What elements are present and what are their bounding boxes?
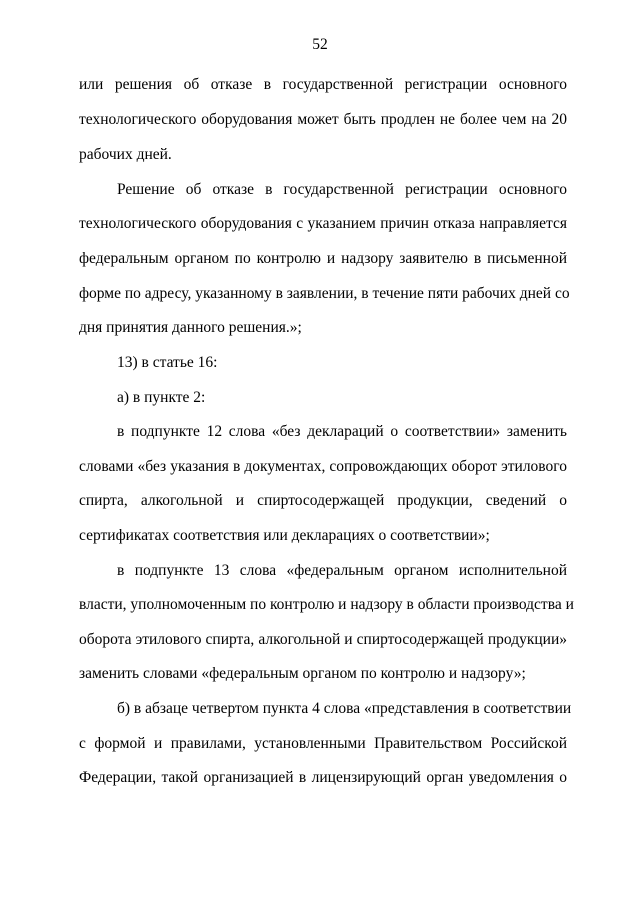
text-line: технологического оборудования с указанием причин отказа направляется [79,215,567,232]
text-line: словами «без указания в документах, сопровождающих оборот этилового [79,458,567,475]
text-line: власти, уполномоченным по контролю и надзору в области производства и [79,596,574,613]
text-line: в подпункте 12 слова «без деклараций о соответствии» заменить [117,423,567,440]
text-line: рабочих дней. [79,146,172,163]
text-line: заменить словами «федеральным органом по контролю и надзору»; [79,665,526,682]
text-line: дня принятия данного решения.»; [79,319,302,336]
text-line: оборота этилового спирта, алкогольной и спиртосодержащей продукции» [79,631,567,648]
text-line: или решения об отказе в государственной регистрации основного [79,76,567,93]
text-line: сертификатах соответствия или декларациях о соответствии»; [79,527,490,544]
text-line: в подпункте 13 слова «федеральным органом исполнительной [117,562,567,579]
text-line: Решение об отказе в государственной регистрации основного [117,181,567,198]
page-number: 52 [312,36,328,53]
text-line: а) в пункте 2: [117,389,206,406]
text-line: б) в абзаце четвертом пункта 4 слова «представления в соответствии [117,700,572,717]
text-line: спирта, алкогольной и спиртосодержащей продукции, сведений о [79,492,567,509]
text-line: с формой и правилами, установленными Правительством Российской [79,735,567,752]
text-line: форме по адресу, указанному в заявлении, в течение пяти рабочих дней со [79,285,570,302]
text-line: технологического оборудования может быть продлен не более чем на 20 [79,111,567,128]
text-line: федеральным органом по контролю и надзору заявителю в письменной [79,250,567,267]
text-line: Федерации, такой организацией в лицензирующий орган уведомления о [79,769,567,786]
text-line: 13) в статье 16: [117,354,218,371]
